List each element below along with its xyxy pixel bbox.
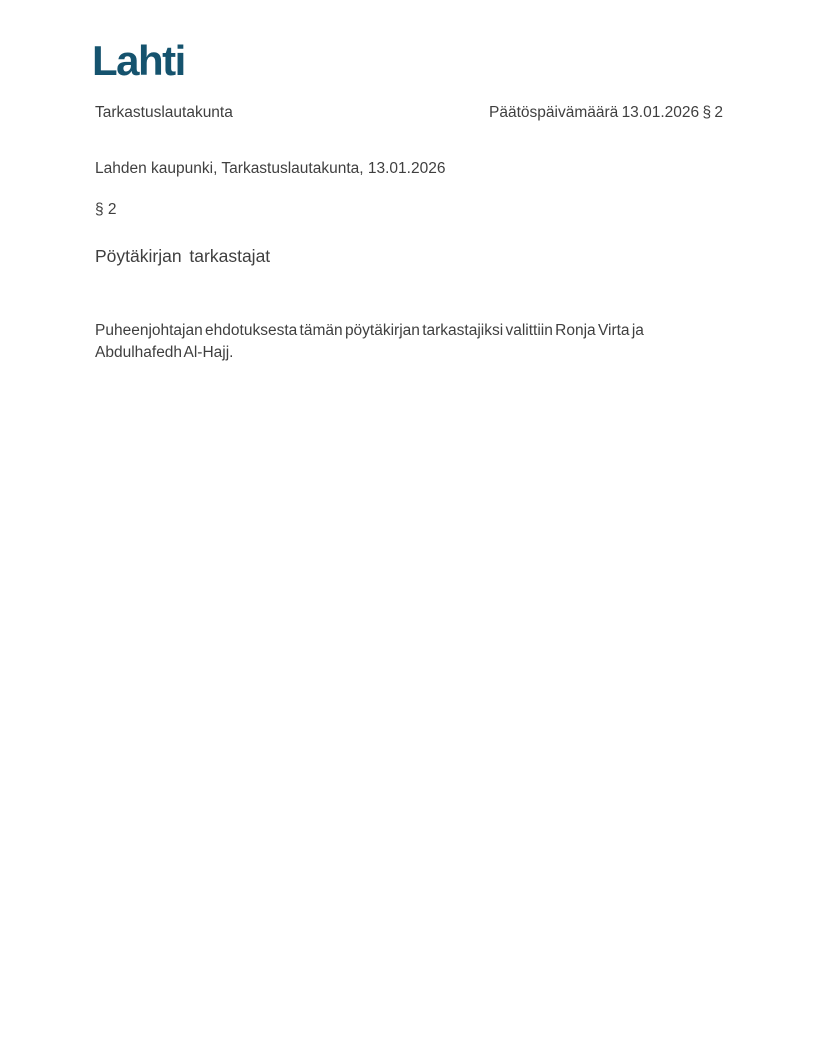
- body-paragraph-line-1: Puheenjohtajan ehdotuksesta tämän pöytäkirjan tarkastajiksi valittiin Ronja Virta ja: [95, 322, 644, 339]
- header-decision-date: Päätöspäivämäärä 13.01.2026 § 2: [489, 104, 723, 121]
- document-heading: Pöytäkirjan tarkastajat: [95, 246, 271, 266]
- body-paragraph-line-2: Abdulhafedh Al-Hajj.: [95, 343, 234, 361]
- header-committee-name: Tarkastuslautakunta: [95, 104, 233, 121]
- document-meta-line: Lahden kaupunki, Tarkastuslautakunta, 13.01.2026: [95, 160, 446, 177]
- section-number: § 2: [95, 201, 117, 218]
- page-header: [95, 103, 723, 122]
- lahti-logo: Lahti: [92, 37, 185, 84]
- body-paragraph: [95, 320, 675, 363]
